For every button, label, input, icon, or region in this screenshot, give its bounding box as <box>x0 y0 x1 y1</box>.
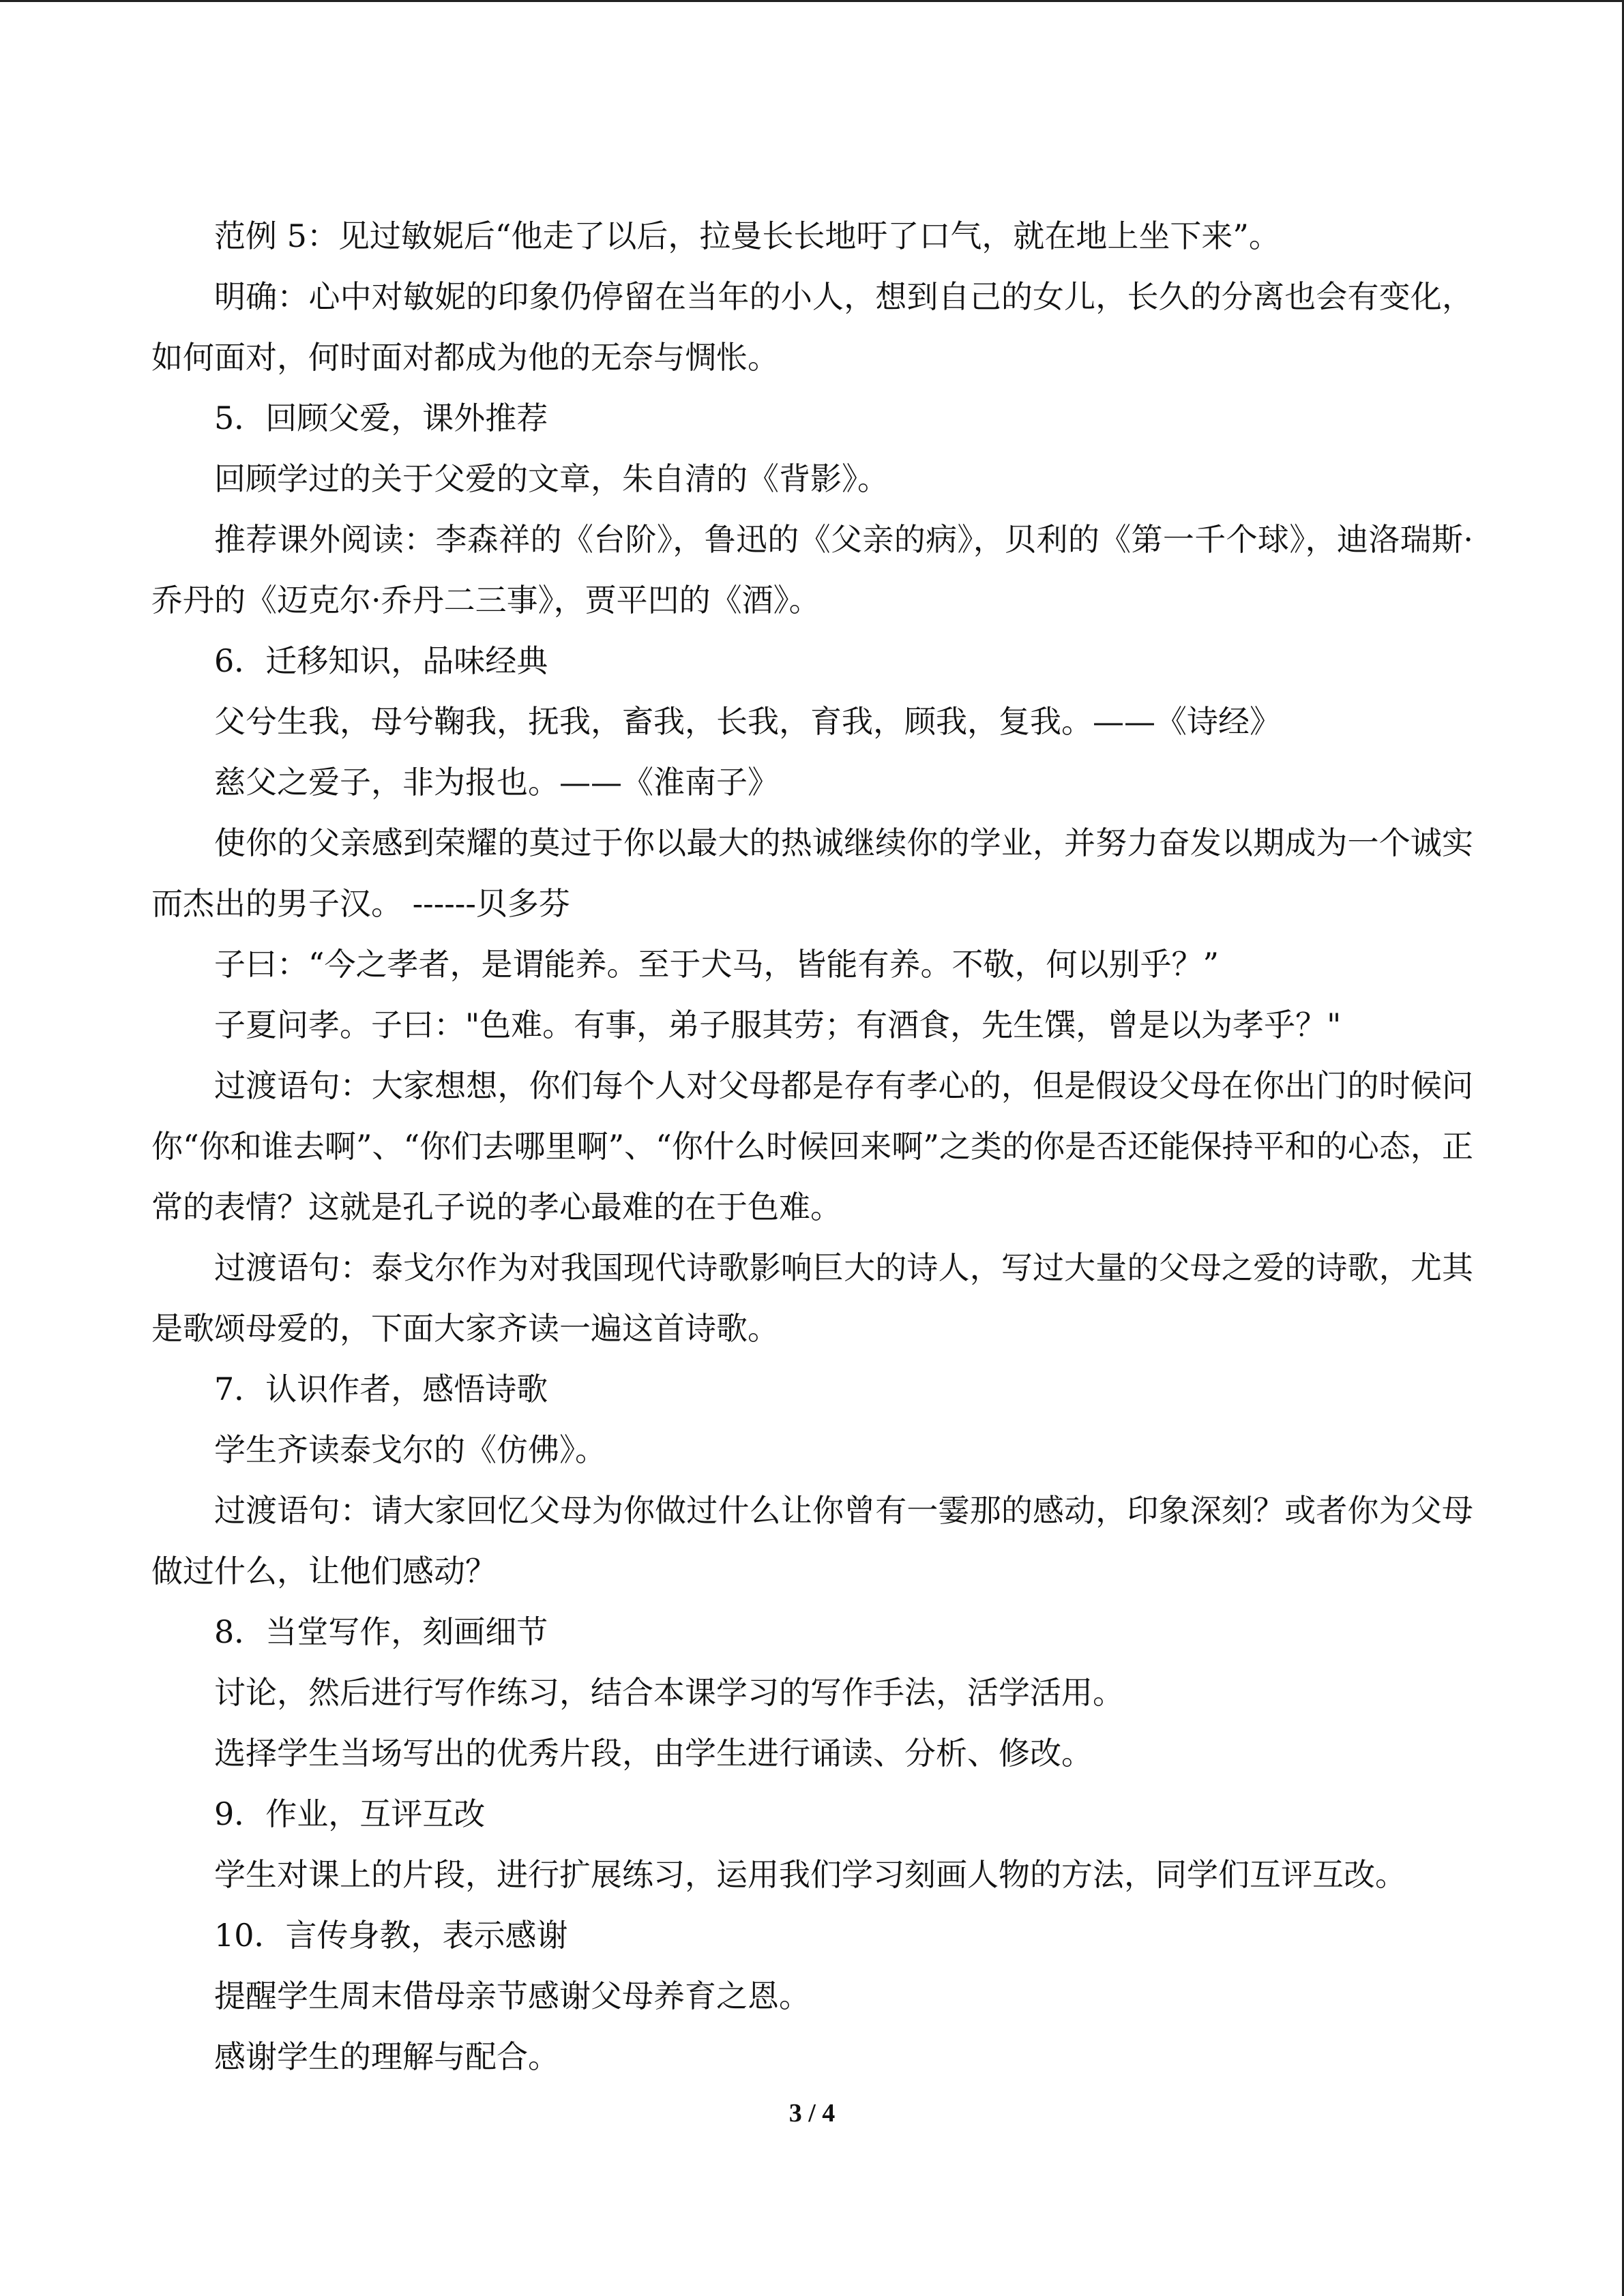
section-heading-6: 6．迁移知识，品味经典 <box>214 642 548 679</box>
quote-huainanzi: 慈父之爱子，非为报也。——《淮南子》 <box>214 764 779 801</box>
paragraph-example-5: 范例 5：见过敏妮后“他走了以后，拉曼长长地吁了口气，就在地上坐下来”。 <box>214 218 1280 254</box>
paragraph-clarification: 明确：心中对敏妮的印象仍停留在当年的小人，想到自己的女儿，长久的分离也会有变化，如何面对，何时面对都成为他的无奈与惆怅。 <box>151 278 1473 376</box>
quote-beethoven: 使你的父亲感到荣耀的莫过于你以最大的热诚继续你的学业，并努力奋发以期成为一个诚实而杰出的男子汉。 ------贝多芬 <box>151 824 1473 922</box>
paragraph-discussion: 讨论，然后进行写作练习，结合本课学习的写作手法，活学活用。 <box>214 1674 1124 1711</box>
paragraph-transition-1: 过渡语句：大家想想，你们每个人对父母都是存有孝心的，但是假设父母在你出门的时候问你“你和谁去啊”、“你们去哪里啊”、“你什么时候回来啊”之类的你是否还能保持平和的心态，正常的表情？这就是孔子说的孝心最难的在于色难。 <box>151 1067 1473 1225</box>
document-body <box>151 206 1473 2087</box>
paragraph-recommended-reading: 推荐课外阅读：李森祥的《台阶》，鲁迅的《父亲的病》，贝利的《第一千个球》，迪洛瑞斯·乔丹的《迈克尔·乔丹二三事》，贾平凹的《酒》。 <box>151 521 1473 618</box>
paragraph-reminder: 提醒学生周末借母亲节感谢父母养育之恩。 <box>214 1978 810 2014</box>
paragraph-transition-3: 过渡语句：请大家回忆父母为你做过什么让你曾有一霎那的感动，印象深刻？或者你为父母做过什么，让他们感动？ <box>151 1492 1473 1590</box>
paragraph-poem-reading: 学生齐读泰戈尔的《仿佛》。 <box>214 1431 606 1468</box>
page-number: 3 / 4 <box>788 2099 836 2128</box>
quote-shijing: 父兮生我，母兮鞠我，抚我，畜我，长我，育我，顾我，复我。——《诗经》 <box>214 703 1281 740</box>
paragraph-homework: 学生对课上的片段，进行扩展练习，运用我们学习刻画人物的方法，同学们互评互改。 <box>214 1856 1406 1893</box>
section-heading-9: 9．作业，互评互改 <box>214 1795 486 1832</box>
paragraph-thanks: 感谢学生的理解与配合。 <box>214 2038 559 2075</box>
section-heading-8: 8．当堂写作，刻画细节 <box>214 1613 548 1650</box>
quote-confucius-1: 子曰：“今之孝者，是谓能养。至于犬马，皆能有养。不敬，何以别乎？” <box>214 946 1220 983</box>
paragraph-review: 回顾学过的关于父爱的文章，朱自清的《背影》。 <box>214 460 889 497</box>
section-heading-5: 5．回顾父爱，课外推荐 <box>214 400 548 436</box>
quote-confucius-2: 子夏问孝。子曰："色难。有事，弟子服其劳；有酒食，先生馔，曾是以为孝乎？" <box>214 1007 1342 1043</box>
top-border-line <box>0 0 1624 2</box>
paragraph-selection: 选择学生当场写出的优秀片段，由学生进行诵读、分析、修改。 <box>214 1735 1093 1772</box>
section-heading-7: 7．认识作者，感悟诗歌 <box>214 1371 548 1407</box>
section-heading-10: 10．言传身教，表示感谢 <box>214 1917 568 1954</box>
paragraph-transition-2: 过渡语句：泰戈尔作为对我国现代诗歌影响巨大的诗人，写过大量的父母之爱的诗歌，尤其是歌颂母爱的，下面大家齐读一遍这首诗歌。 <box>151 1249 1473 1347</box>
